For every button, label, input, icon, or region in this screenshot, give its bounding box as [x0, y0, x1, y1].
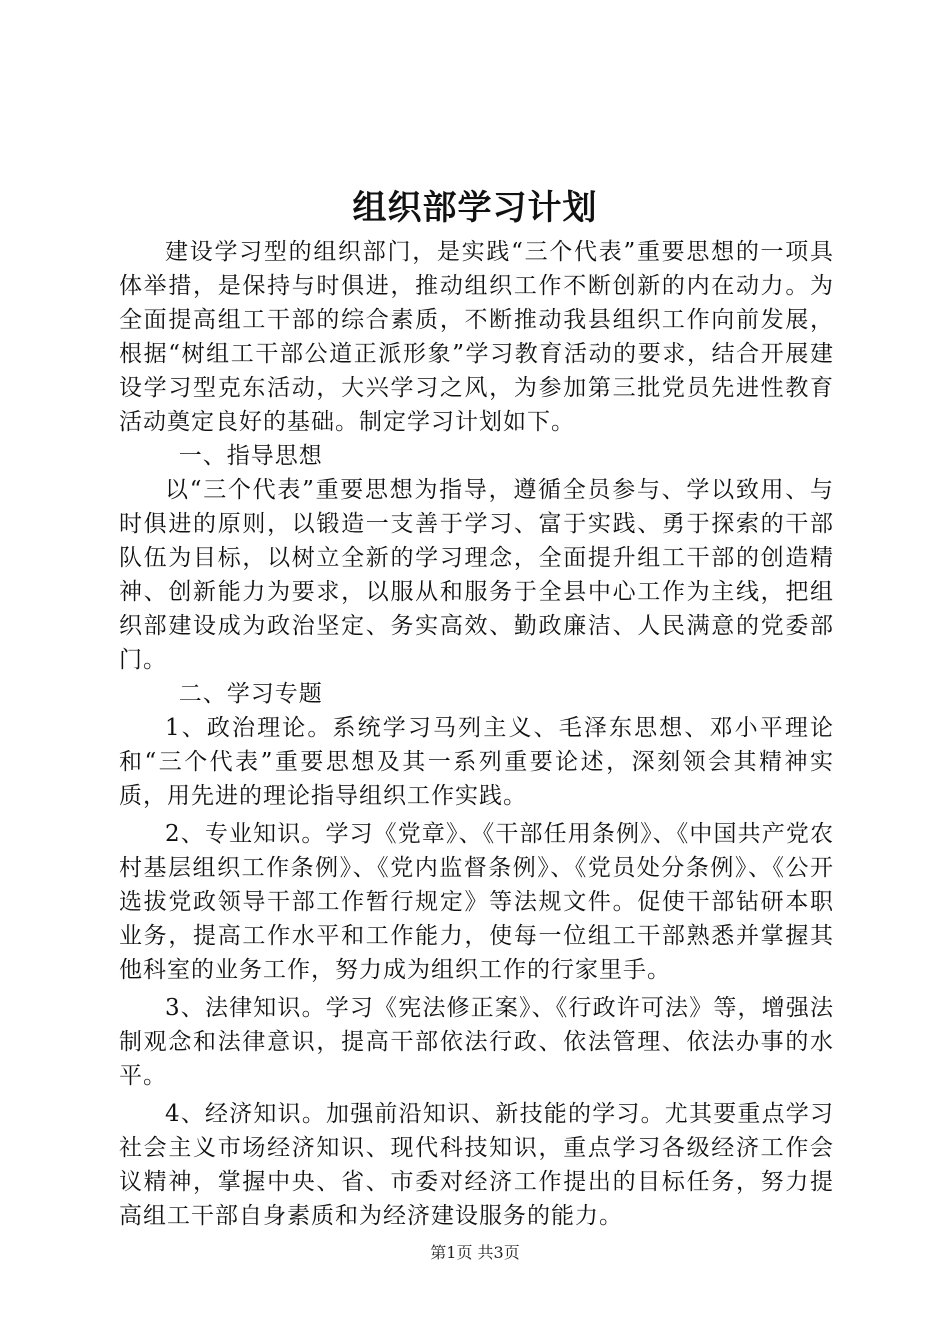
topic-legal-knowledge: 3、法律知识。学习《宪法修正案》、《行政许可法》等，增强法制观念和法律意识，提高干部依法行政、依法管理、依法办事的水平。 [119, 995, 834, 1089]
topic-professional-knowledge: 2、专业知识。学习《党章》、《干部任用条例》、《中国共产党农村基层组织工作条例》、《党内监督条例》、《党员处分条例》、《公开选拔党政领导干部工作暂行规定》等法规文件。促使干部钻研本职业务，提高工作水平和工作能力，使每一位组工干部熟悉并掌握其他科室的业务工作，努力成为组织工作的行家里手。 [119, 821, 834, 983]
document-body [119, 235, 834, 1233]
document-title: 组织部学习计划 [352, 188, 598, 228]
guiding-ideology-paragraph: 以“三个代表”重要思想为指导，遵循全员参与、学以致用、与时俱进的原则，以锻造一支善于学习、富于实践、勇于探索的干部队伍为目标，以树立全新的学习理念，全面提升组工干部的创造精神、创新能力为要求，以服从和服务于全县中心工作为主线，把组织部建设成为政治坚定、务实高效、勤政廉洁、人民满意的党委部门。 [119, 477, 834, 673]
topic-economic-knowledge: 4、经济知识。加强前沿知识、新技能的学习。尤其要重点学习社会主义市场经济知识、现代科技知识，重点学习各级经济工作会议精神，掌握中央、省、市委对经济工作提出的目标任务，努力提高组工干部自身素质和为经济建设服务的能力。 [119, 1101, 834, 1229]
section-heading-study-topics: 二、学习专题 [178, 681, 323, 707]
page-number-footer: 第1页 共3页 [430, 1243, 520, 1262]
topic-political-theory: 1、政治理论。系统学习马列主义、毛泽东思想、邓小平理论和“三个代表”重要思想及其一系列重要论述，深刻领会其精神实质，用先进的理论指导组织工作实践。 [119, 715, 834, 809]
intro-paragraph: 建设学习型的组织部门，是实践“三个代表”重要思想的一项具体举措，是保持与时俱进，推动组织工作不断创新的内在动力。为全面提高组工干部的综合素质，不断推动我县组织工作向前发展，根据“树组工干部公道正派形象”学习教育活动的要求，结合开展建设学习型克东活动，大兴学习之风，为参加第三批党员先进性教育活动奠定良好的基础。制定学习计划如下。 [119, 239, 834, 435]
section-heading-guiding-ideology: 一、指导思想 [178, 443, 323, 469]
